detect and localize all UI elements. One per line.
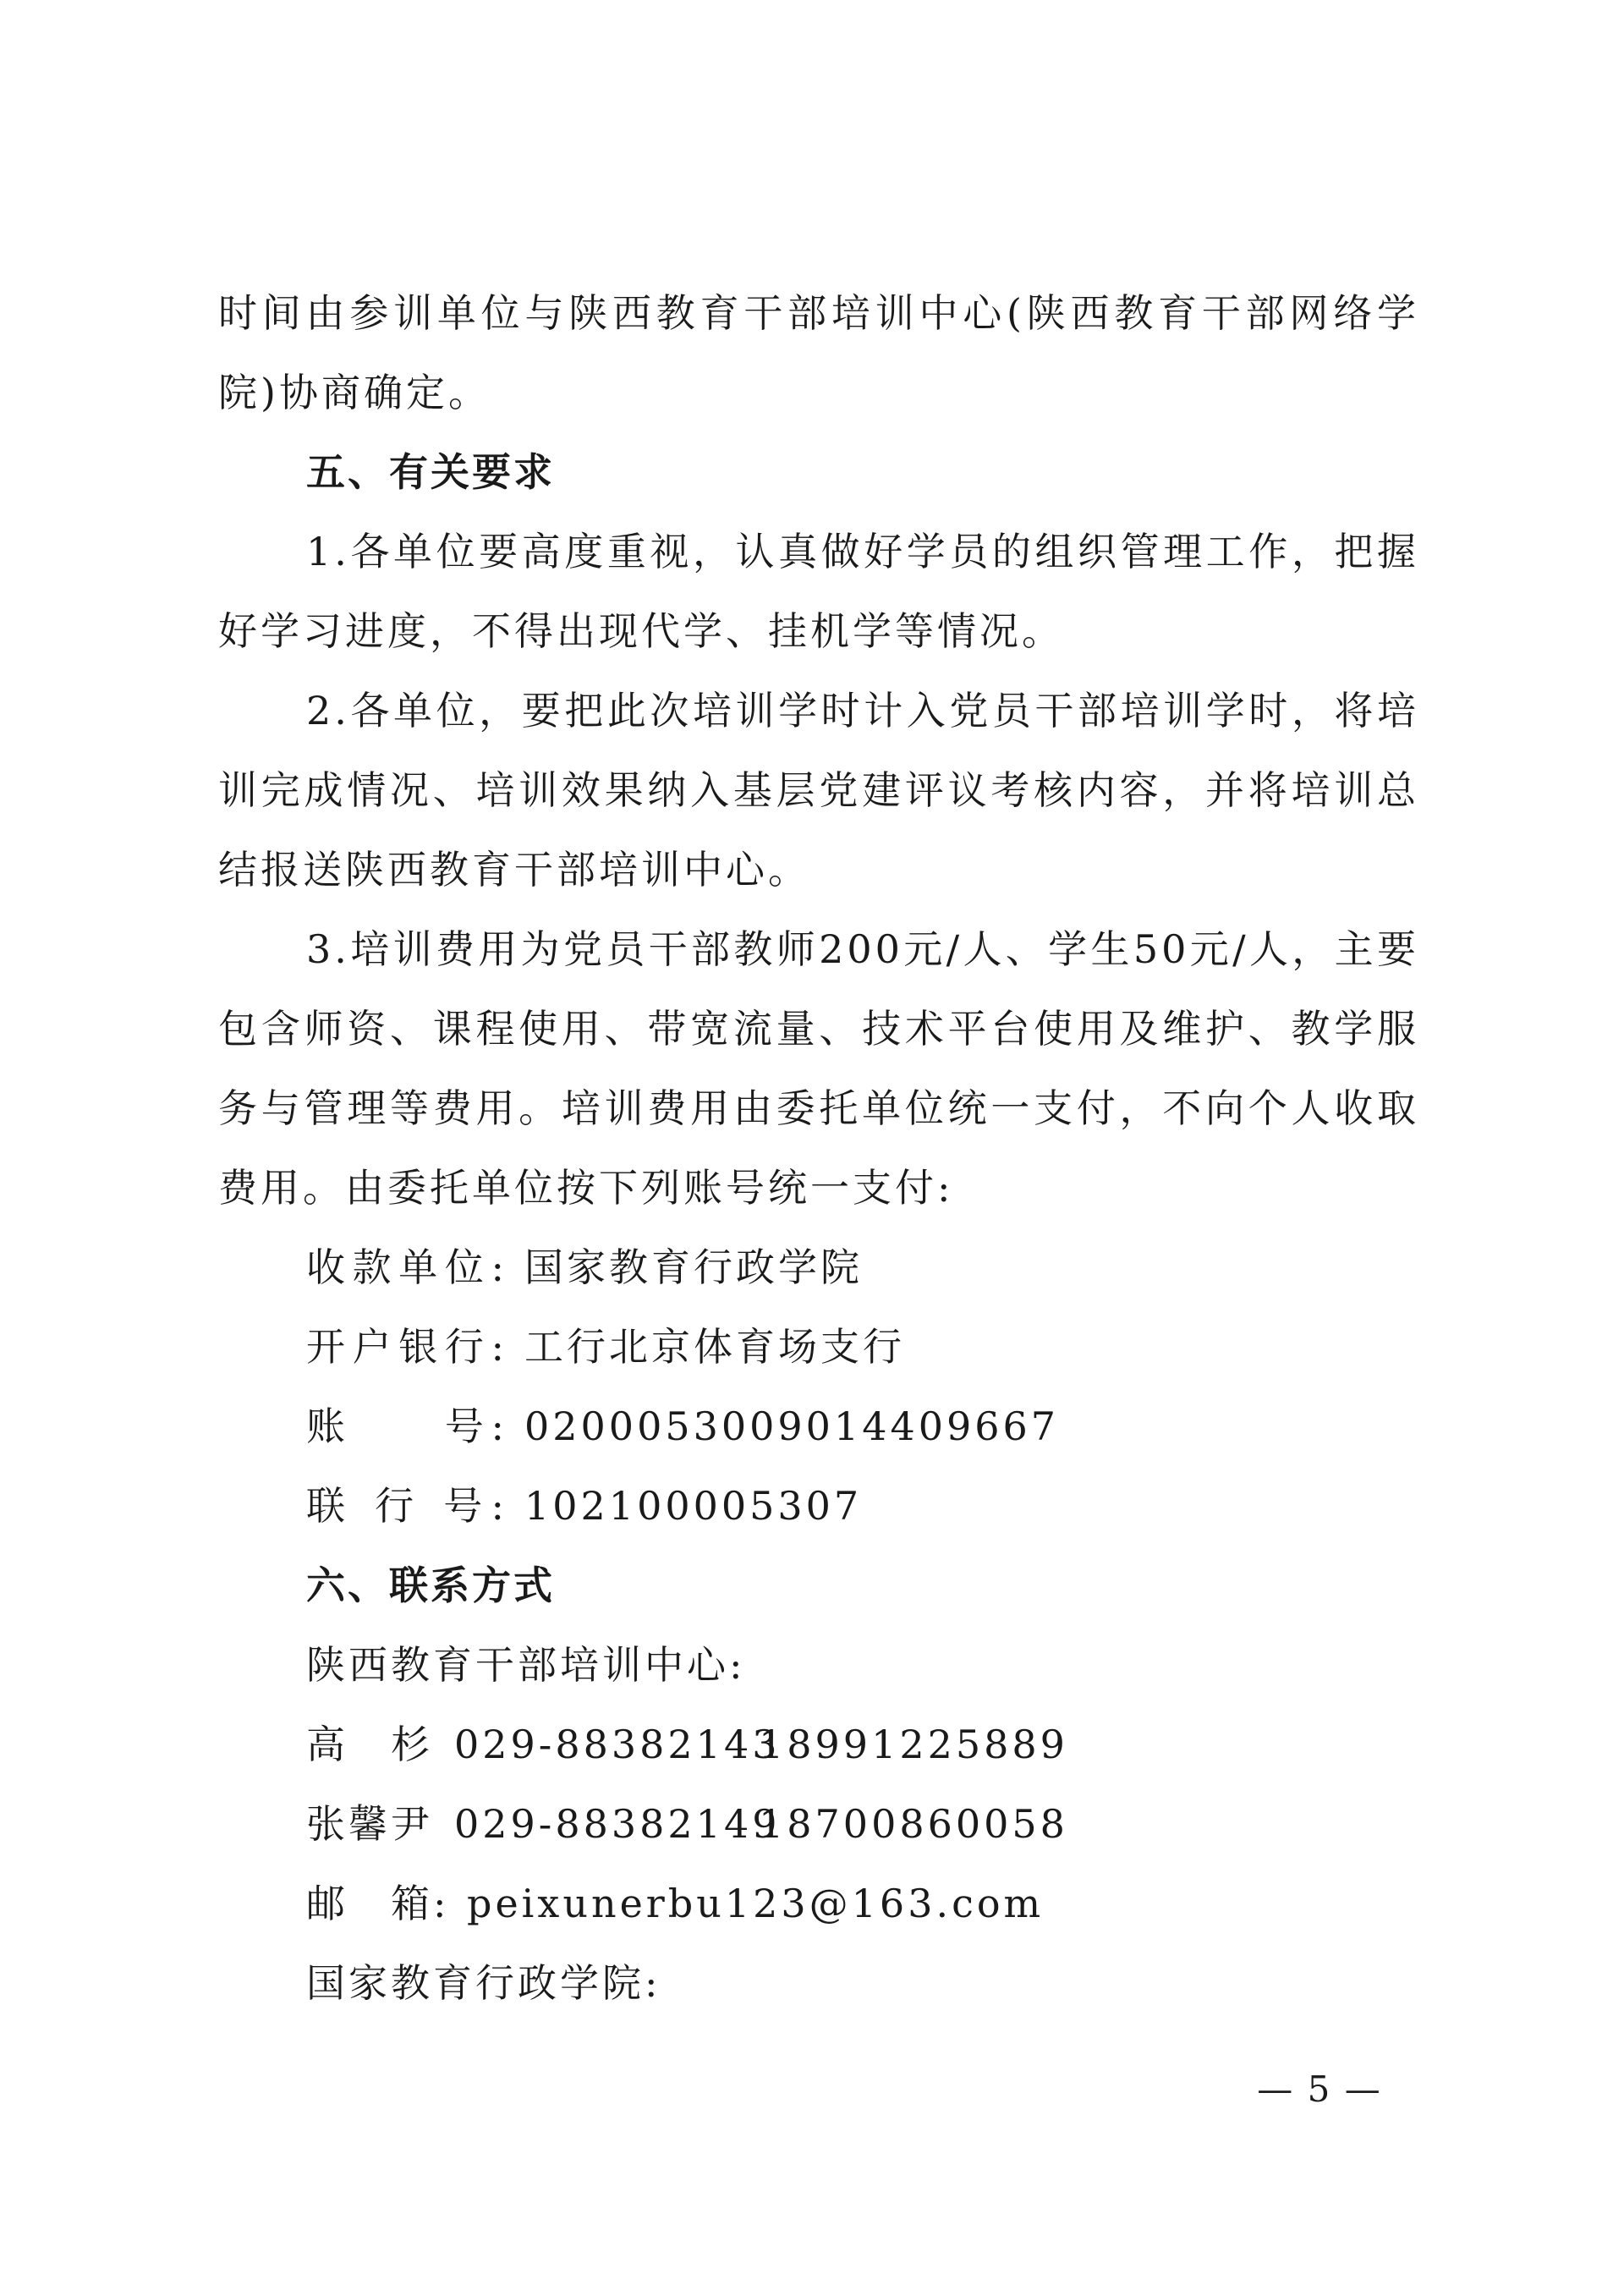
- requirement-3-line: 包含师资、课程使用、带宽流量、技术平台使用及维护、教学服: [218, 1006, 1419, 1052]
- bank-code-label: 联 行 号:: [306, 1483, 508, 1529]
- account-value: 0200053009014409667: [524, 1403, 1060, 1449]
- contact-org: 陕西教育干部培训中心:: [306, 1642, 746, 1688]
- account-row: [306, 1401, 1419, 1452]
- requirement-2-line: 训完成情况、培训效果纳入基层党建评议考核内容，并将培训总: [218, 767, 1419, 813]
- requirement-3-line: 3.培训费用为党员干部教师200元/人、学生50元/人，主要: [306, 926, 1419, 972]
- requirement-2-line: 结报送陕西教育干部培训中心。: [218, 847, 810, 893]
- bank-code-row: [306, 1480, 1419, 1531]
- contact-phone: 029-88382143: [454, 1722, 781, 1767]
- contact-phone: 029-88382149: [454, 1801, 781, 1847]
- contact-org: 国家教育行政学院:: [306, 1960, 661, 2006]
- section-heading-requirements: 五、有关要求: [306, 449, 555, 495]
- bank-label: 开户银行:: [306, 1324, 508, 1370]
- payee-row: [306, 1242, 1419, 1293]
- paragraph-line: 院)协商确定。: [218, 370, 491, 415]
- section-heading-contacts: 六、联系方式: [306, 1563, 555, 1608]
- contact-row: [306, 1799, 1419, 1849]
- requirement-3-line: 费用。由委托单位按下列账号统一支付:: [218, 1165, 954, 1211]
- requirement-3-line: 务与管理等费用。培训费用由委托单位统一支付，不向个人收取: [218, 1085, 1419, 1131]
- contact-mobile: 18700860058: [759, 1801, 1068, 1847]
- bank-code-value: 102100005307: [524, 1483, 863, 1529]
- email-label: 邮 箱:: [306, 1881, 450, 1926]
- contact-name: 高 杉: [306, 1722, 433, 1767]
- requirement-2-line: 2.各单位，要把此次培训学时计入党员干部培训学时，将培: [306, 688, 1419, 733]
- email-value: peixunerbu123@163.com: [467, 1881, 1045, 1926]
- contact-mobile: 18991225889: [759, 1722, 1068, 1767]
- contact-name: 张馨尹: [306, 1801, 433, 1847]
- payee-label: 收款单位:: [306, 1244, 508, 1290]
- paragraph-line: 时间由参训单位与陕西教育干部培训中心(陕西教育干部网络学: [218, 290, 1419, 336]
- requirement-1-line: 1.各单位要高度重视，认真做好学员的组织管理工作，把握: [306, 529, 1419, 574]
- email-row: [306, 1878, 1419, 1929]
- payee-value: 国家教育行政学院: [524, 1244, 863, 1290]
- contact-row: [306, 1719, 1419, 1770]
- bank-value: 工行北京体育场支行: [524, 1324, 905, 1370]
- page-number: — 5 —: [1257, 2068, 1382, 2110]
- bank-row: [306, 1321, 1419, 1372]
- account-label: 账 号:: [306, 1403, 508, 1449]
- requirement-1-line: 好学习进度，不得出现代学、挂机学等情况。: [218, 608, 1064, 654]
